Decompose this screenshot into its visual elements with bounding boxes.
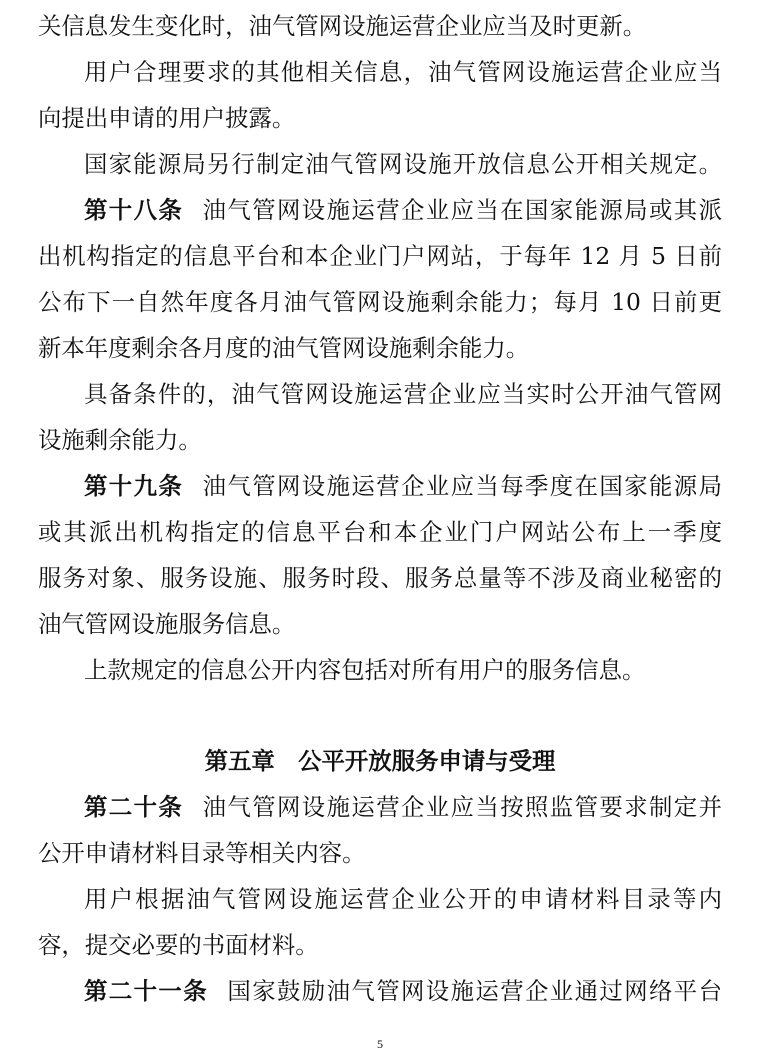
article-title: 第十八条	[84, 196, 184, 224]
text-line: 新本年度剩余各月度的油气管网设施剩余能力。	[38, 334, 530, 362]
page-number: 5	[377, 1037, 383, 1051]
article-title: 第十九条	[84, 472, 184, 500]
text-line: 公开申请材料目录等相关内容。	[38, 839, 366, 867]
text-line: 容，提交必要的书面材料。	[38, 931, 319, 959]
paragraph-first-line: 用户合理要求的其他相关信息，油气管网设施运营企业应当	[84, 58, 722, 86]
text-line: 出机构指定的信息平台和本企业门户网站，于每年 12 月 5 日前	[38, 242, 722, 270]
paragraph-first-line: 上款规定的信息公开内容包括对所有用户的服务信息。	[84, 656, 646, 684]
article-21-first-line: 第二十一条 国家鼓励油气管网设施运营企业通过网络平台	[84, 977, 722, 1005]
article-title: 第二十条	[84, 793, 184, 821]
article-18-first-line: 第十八条 油气管网设施运营企业应当在国家能源局或其派	[84, 196, 723, 224]
article-19-first-line: 第十九条 油气管网设施运营企业应当每季度在国家能源局	[84, 472, 723, 500]
text-line: 设施剩余能力。	[38, 426, 202, 454]
chapter-heading: 第五章 公平开放服务申请与受理	[204, 747, 556, 775]
article-20-first-line: 第二十条 油气管网设施运营企业应当按照监管要求制定并	[84, 793, 723, 821]
text-line: 向提出申请的用户披露。	[38, 104, 296, 132]
text-line: 公布下一自然年度各月油气管网设施剩余能力；每月 10 日前更	[38, 288, 722, 316]
text-line: 关信息发生变化时，油气管网设施运营企业应当及时更新。	[38, 12, 647, 40]
paragraph-first-line: 国家能源局另行制定油气管网设施开放信息公开相关规定。	[84, 150, 722, 178]
paragraph-first-line: 用户根据油气管网设施运营企业公开的申请材料目录等内	[84, 885, 722, 913]
text-line: 服务对象、服务设施、服务时段、服务总量等不涉及商业秘密的	[38, 564, 722, 592]
paragraph-first-line: 具备条件的，油气管网设施运营企业应当实时公开油气管网	[84, 380, 722, 408]
article-title: 第二十一条	[84, 977, 208, 1005]
text-line: 油气管网设施服务信息。	[38, 610, 296, 638]
text-line: 或其派出机构指定的信息平台和本企业门户网站公布上一季度	[38, 518, 722, 546]
